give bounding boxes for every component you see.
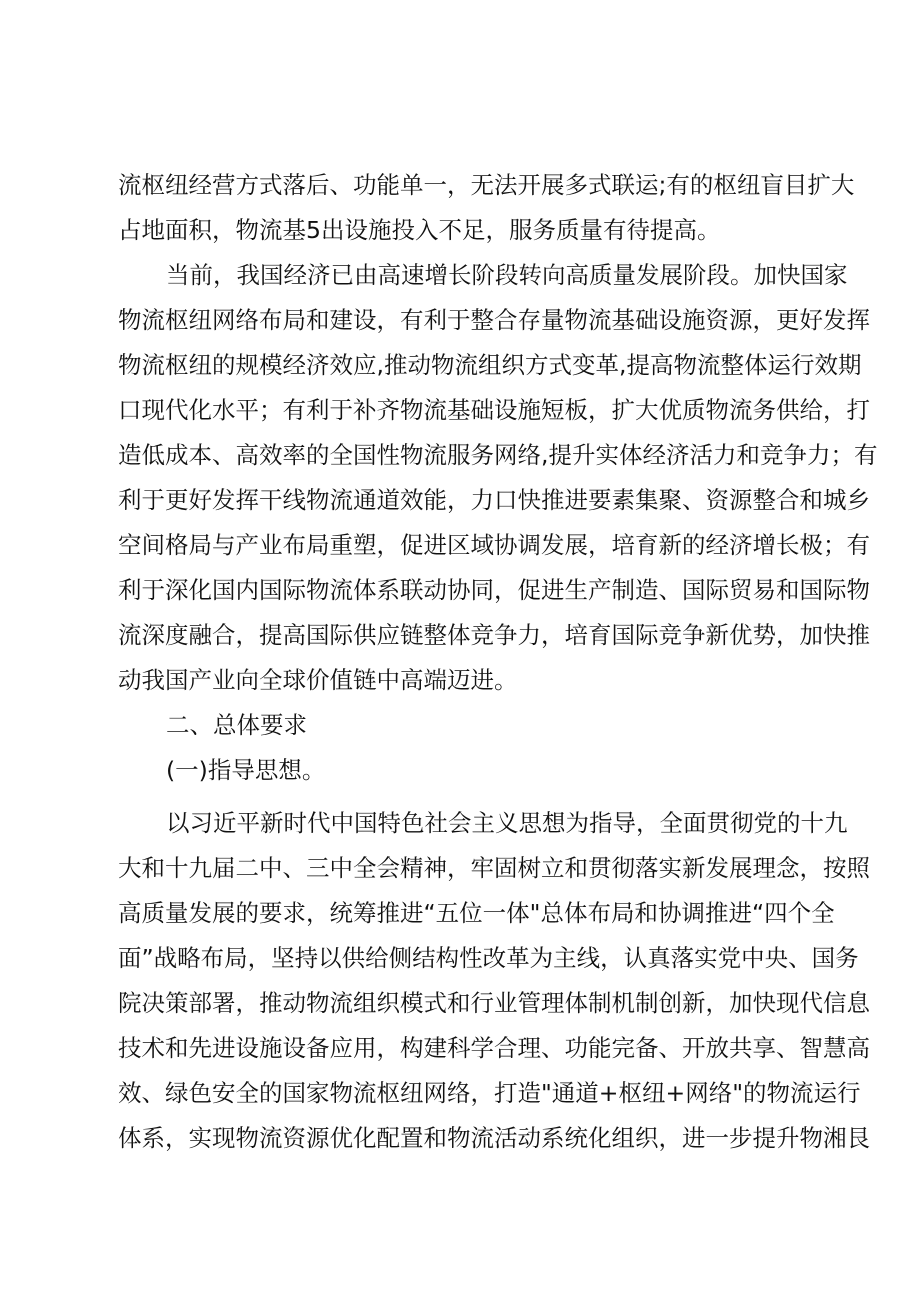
paragraph-line: 当前，我国经济已由高速增长阶段转向高质量发展阶段。加快国家 xyxy=(166,261,848,289)
paragraph-line: 利于深化国内国际物流体系联动协同，促进生产制造、国际贸易和国际物 xyxy=(118,576,870,604)
paragraph-line: 造低成本、高效率的全国性物流服务网络,提升实体经济活力和竞争力；有 xyxy=(118,441,878,469)
paragraph-line: 院决策部署，推动物流组织模式和行业管理体制机制创新，加快现代信息 xyxy=(118,989,870,1017)
paragraph-line: 流深度融合，提高国际供应链整体竞争力，培育国际竞争新优势，加快推 xyxy=(118,621,870,649)
paragraph-line: 流枢纽经营方式落后、功能单一，无法开展多式联运;有的枢纽盲目扩大 xyxy=(118,171,855,199)
paragraph-line: 效、绿色安全的国家物流枢纽网络，打造"通道+枢纽+网络"的物流运行 xyxy=(118,1079,861,1107)
paragraph-line: 口现代化水平；有利于补齐物流基础设施短板，扩大优质物流务供给，打 xyxy=(118,396,870,424)
paragraph-line: 占地面积，物流基5出设施投入不足，服务质量有待提高。 xyxy=(118,216,721,244)
paragraph-line: 体系，实现物流资源优化配置和物流活动系统化组织，进一步提升物湘艮 xyxy=(118,1124,870,1152)
paragraph-line: 技术和先进设施设备应用，构建科学合理、功能完备、开放共享、智慧高 xyxy=(118,1034,870,1062)
paragraph-line: 物流枢纽网络布局和建设，有利于整合存量物流基础设施资源，更好发挥 xyxy=(118,306,870,334)
section-heading: 二、总体要求 xyxy=(166,711,307,739)
paragraph-line: 空间格局与产业布局重塑，促进区域协调发展，培育新的经济增长极；有 xyxy=(118,531,870,559)
paragraph-line: 以习近平新时代中国特色社会主义思想为指导，全面贯彻党的十九 xyxy=(166,809,848,837)
paragraph-line: 利于更好发挥干线物流通道效能，力口快推进要素集聚、资源整合和城乡 xyxy=(118,486,870,514)
paragraph-line: 面”战略布局，坚持以供给侧结构性改革为主线，认真落实党中央、国务 xyxy=(118,944,859,972)
paragraph-line: 大和十九届二中、三中全会精神，牢固树立和贯彻落实新发展理念，按照 xyxy=(118,854,870,882)
paragraph-line: 高质量发展的要求，统筹推进“五位一体"总体布局和协调推进“四个全 xyxy=(118,899,835,927)
paragraph-line: 物流枢纽的规模经济效应,推动物流组织方式变革,提高物流整体运行效期 xyxy=(118,351,862,379)
paragraph-line: 动我国产业向全球价值链中高端迈进。 xyxy=(118,666,518,694)
subsection-heading: (一)指导思想。 xyxy=(166,756,326,784)
